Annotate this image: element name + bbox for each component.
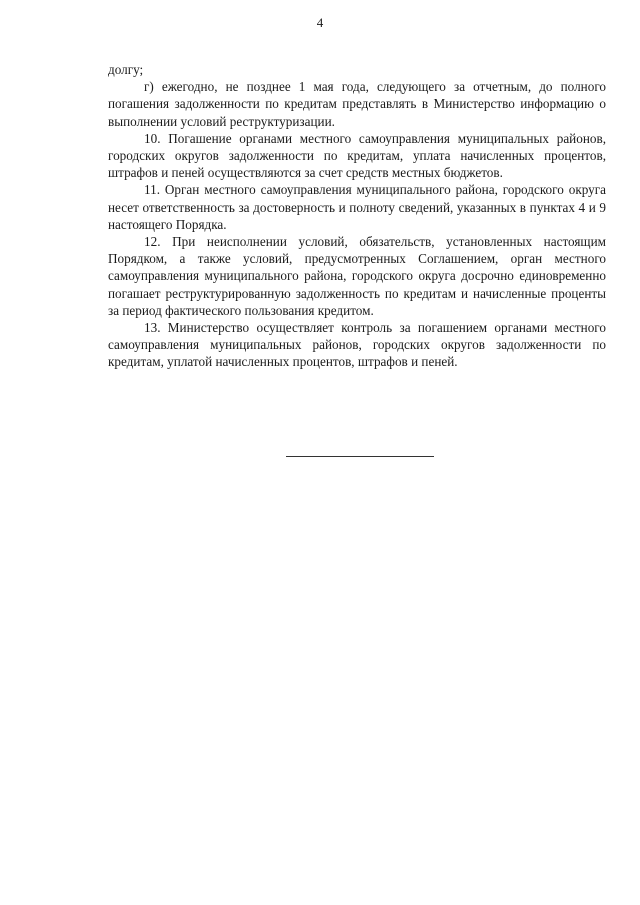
document-body bbox=[108, 61, 606, 371]
end-divider-line bbox=[286, 456, 434, 457]
paragraph-13: 13. Министерство осуществляет контроль за погашением органами местного самоуправления муниципальных районов, городских округов задолженности по кредитам, уплатой начисленных процентов, штрафов и пеней. bbox=[108, 320, 606, 370]
paragraph-item-g: г) ежегодно, не позднее 1 мая года, следующего за отчетным, до полного погашения задолженности по кредитам представлять в Министерство информацию о выполнении условий реструктуризации. bbox=[108, 79, 606, 129]
paragraph-12: 12. При неисполнении условий, обязательств, установленных настоящим Порядком, а также условий, предусмотренных Соглашением, орган местного самоуправления муниципального района, городского округа досрочно единовременно погашает реструктурированную задолженность по кредитам и начисленные проценты за период фактического пользования кредитом. bbox=[108, 234, 606, 318]
page-number: 4 bbox=[316, 15, 324, 30]
paragraph-11: 11. Орган местного самоуправления муниципального района, городского округа несет ответственность за достоверность и полноту сведений, указанных в пунктах 4 и 9 настоящего Порядка. bbox=[108, 182, 606, 232]
paragraph-10: 10. Погашение органами местного самоуправления муниципальных районов, городских округов задолженности по кредитам, уплата начисленных процентов, штрафов и пеней осуществляются за счет средств местных бюджетов. bbox=[108, 130, 606, 181]
paragraph-continuation: долгу; bbox=[108, 62, 144, 77]
